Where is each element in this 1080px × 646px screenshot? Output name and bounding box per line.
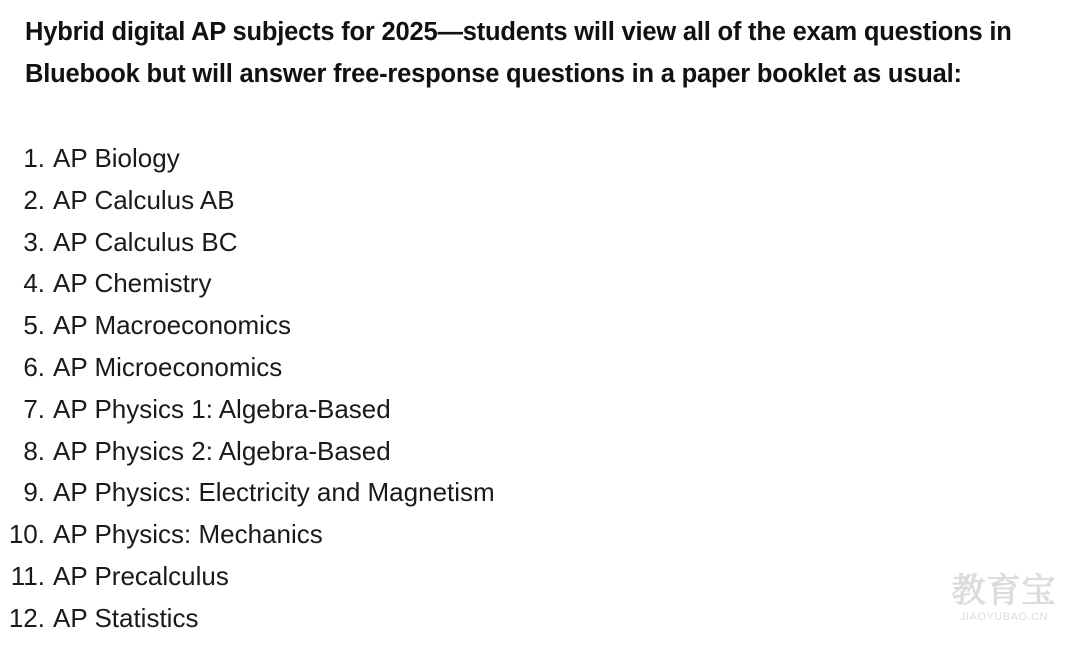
- page-heading: Hybrid digital AP subjects for 2025—students will view all of the exam questions in Bluebook but will answer free-response questions in a paper booklet as usual:: [25, 18, 1012, 88]
- list-item-label: AP Physics: Mechanics: [53, 519, 323, 550]
- list-item: [0, 180, 495, 222]
- list-item-number: 10.: [8, 519, 45, 550]
- list-item-number: 3.: [23, 226, 45, 257]
- list-item: [0, 598, 495, 640]
- list-item: [0, 305, 495, 347]
- list-item: [0, 389, 495, 431]
- list-item-number: 5.: [23, 310, 45, 341]
- list-item-number: 4.: [23, 268, 45, 299]
- list-item-label: AP Chemistry: [53, 268, 212, 299]
- watermark-domain-text: JIAOYUBAO.CN: [960, 611, 1048, 623]
- list-item-label: AP Precalculus: [53, 560, 229, 591]
- list-item-number: 9.: [23, 477, 45, 508]
- list-item-number: 7.: [23, 393, 45, 424]
- list-item: [0, 138, 495, 180]
- list-item-label: AP Macroeconomics: [53, 310, 291, 341]
- list-item-label: AP Physics 1: Algebra-Based: [53, 393, 391, 424]
- list-item-number: 6.: [23, 351, 45, 382]
- list-item-number: 2.: [23, 184, 45, 215]
- list-item: [0, 431, 495, 473]
- list-item-label: AP Biology: [53, 143, 180, 173]
- list-item-label: AP Physics: Electricity and Magnetism: [53, 477, 495, 508]
- list-item-label: AP Physics 2: Algebra-Based: [53, 435, 391, 466]
- list-item-number: 8.: [23, 435, 45, 466]
- watermark-logo-text: 教育宝: [951, 571, 1057, 611]
- watermark-logo: [946, 572, 1062, 630]
- list-item: [0, 222, 495, 264]
- list-item: [0, 472, 495, 514]
- subject-list: [0, 138, 495, 640]
- list-item-label: AP Statistics: [53, 602, 199, 633]
- list-item: [0, 556, 495, 598]
- list-item-number: 1.: [23, 143, 45, 173]
- list-item-number: 11.: [10, 560, 45, 591]
- list-item-number: 12.: [8, 602, 45, 633]
- list-item: [0, 347, 495, 389]
- list-item-label: AP Calculus BC: [53, 226, 238, 257]
- list-item-label: AP Calculus AB: [53, 184, 235, 215]
- list-item: [0, 514, 495, 556]
- list-item-label: AP Microeconomics: [53, 351, 283, 382]
- list-item: [0, 263, 495, 305]
